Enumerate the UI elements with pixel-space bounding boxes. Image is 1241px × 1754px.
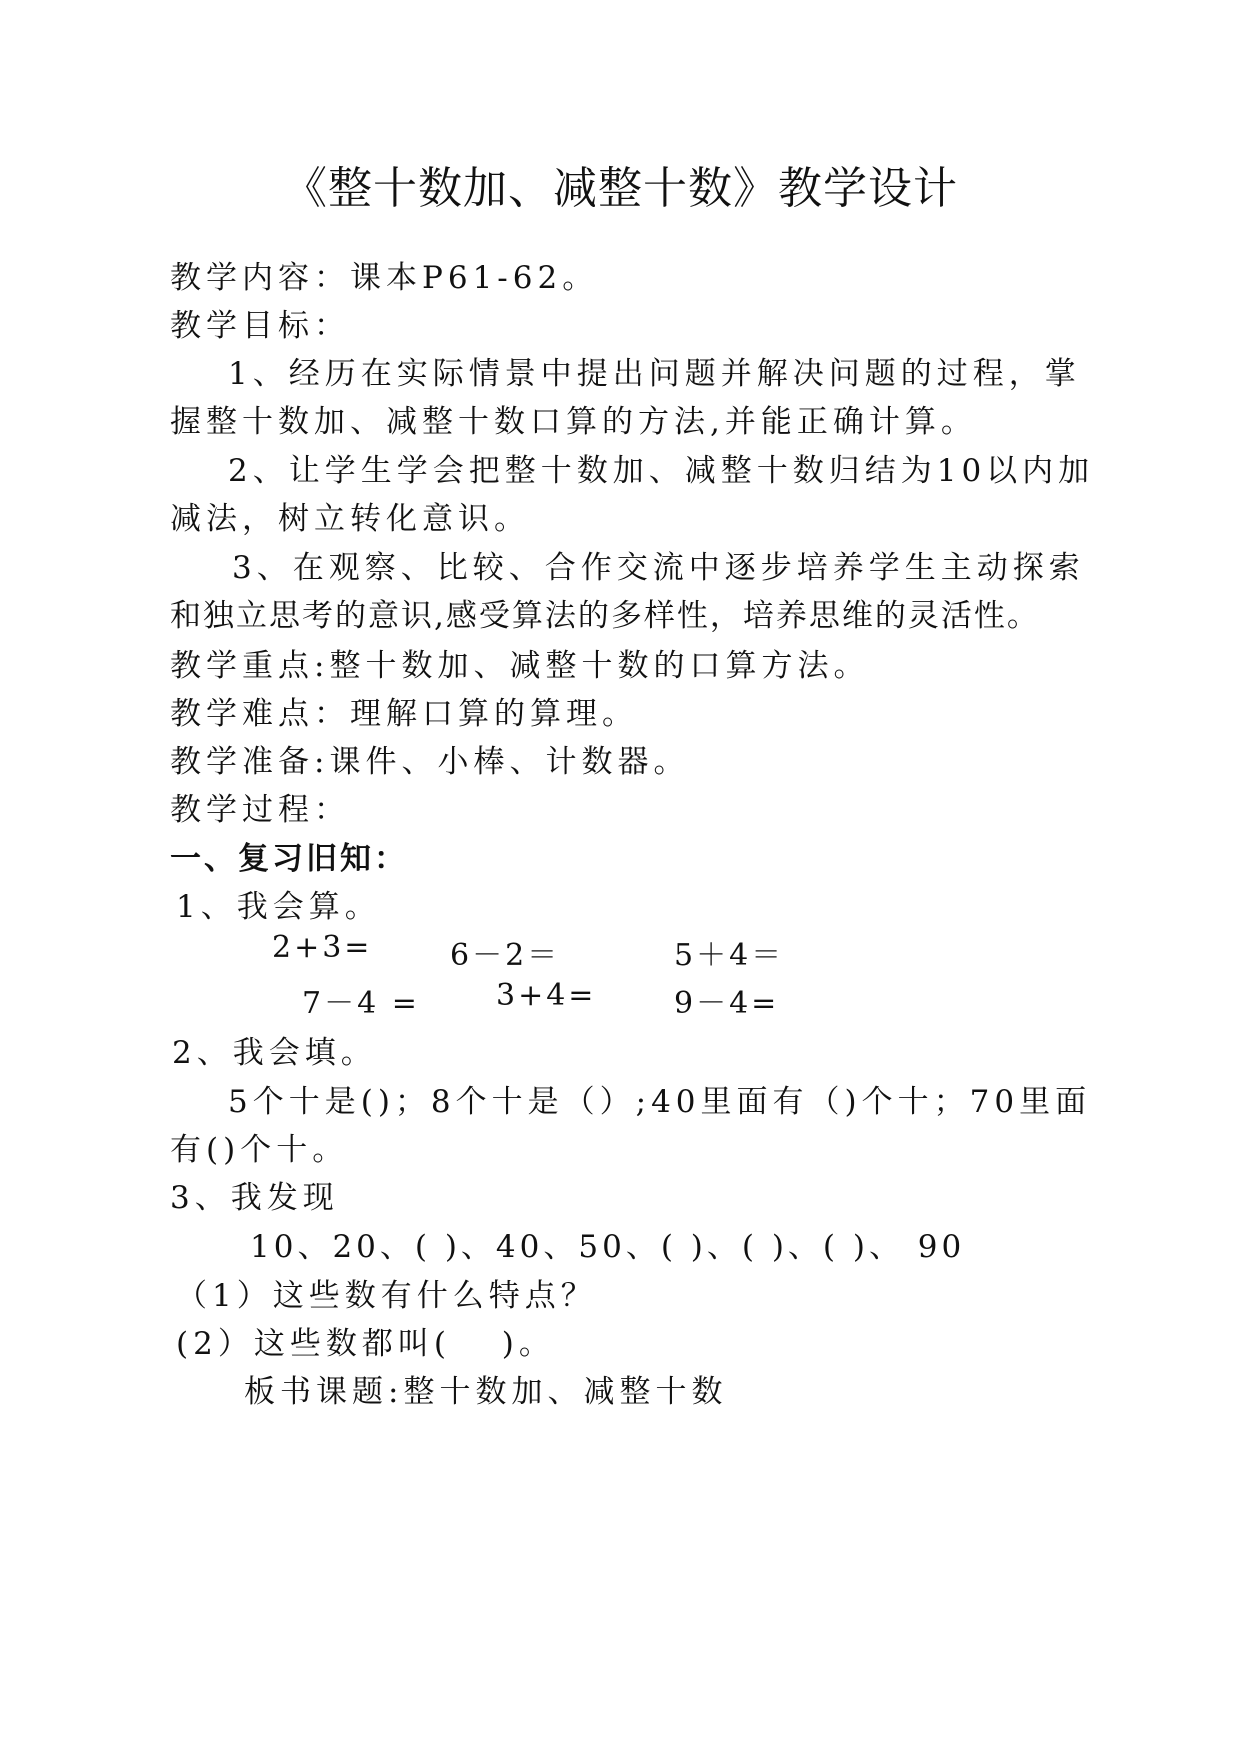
fill-line-2: 有()个十。	[170, 1132, 349, 1168]
item-1-heading: 1、我会算。	[176, 889, 381, 925]
objective-1-line-2: 握整十数加、减整十数口算的方法,并能正确计算。	[170, 404, 977, 440]
item-3-heading: 3、我发现	[170, 1180, 339, 1216]
equation-5-plus-4: 5＋4＝	[674, 938, 785, 973]
section-1-heading: 一、复习旧知：	[170, 841, 408, 877]
objective-3-line-1: 3、在观察、比较、合作交流中逐步培养学生主动探索	[232, 550, 1085, 586]
difficulty-line: 教学难点：理解口算的算理。	[170, 696, 638, 732]
process-heading: 教学过程：	[170, 792, 350, 828]
key-point-line: 教学重点:整十数加、减整十数的口算方法。	[170, 648, 870, 684]
board-title-line: 板书课题:整十数加、减整十数	[244, 1374, 728, 1410]
fill-line-1: 5个十是()；8个十是（）;40里面有（)个十；70里面	[228, 1084, 1092, 1120]
objectives-heading: 教学目标：	[170, 308, 350, 344]
question-2: (2）这些数都叫( )。	[176, 1326, 555, 1362]
question-1: （1）这些数有什么特点？	[176, 1278, 597, 1314]
equation-2-plus-3: 2+3=	[272, 930, 373, 965]
equation-7-minus-4: 7－4 =	[302, 986, 420, 1021]
item-2-heading: 2、我会填。	[172, 1035, 377, 1071]
number-sequence: 10、20、( )、40、50、( )、( )、( )、 90	[250, 1229, 966, 1265]
document-title: 《整十数加、减整十数》教学设计	[283, 163, 958, 214]
preparation-line: 教学准备:课件、小棒、计数器。	[170, 744, 690, 780]
equation-3-plus-4: 3+4=	[496, 978, 597, 1013]
teaching-content-line: 教学内容：课本P61-62。	[170, 260, 599, 296]
objective-2-line-1: 2、让学生学会把整十数加、减整十数归结为10以内加	[228, 453, 1095, 489]
equation-9-minus-4: 9－4=	[674, 986, 780, 1021]
objective-3-line-2: 和独立思考的意识,感受算法的多样性，培养思维的灵活性。	[170, 598, 1040, 634]
objective-2-line-2: 减法，树立转化意识。	[170, 501, 530, 537]
equation-6-minus-2: 6－2＝	[450, 938, 561, 973]
objective-1-line-1: 1、经历在实际情景中提出问题并解决问题的过程，掌	[228, 356, 1081, 392]
